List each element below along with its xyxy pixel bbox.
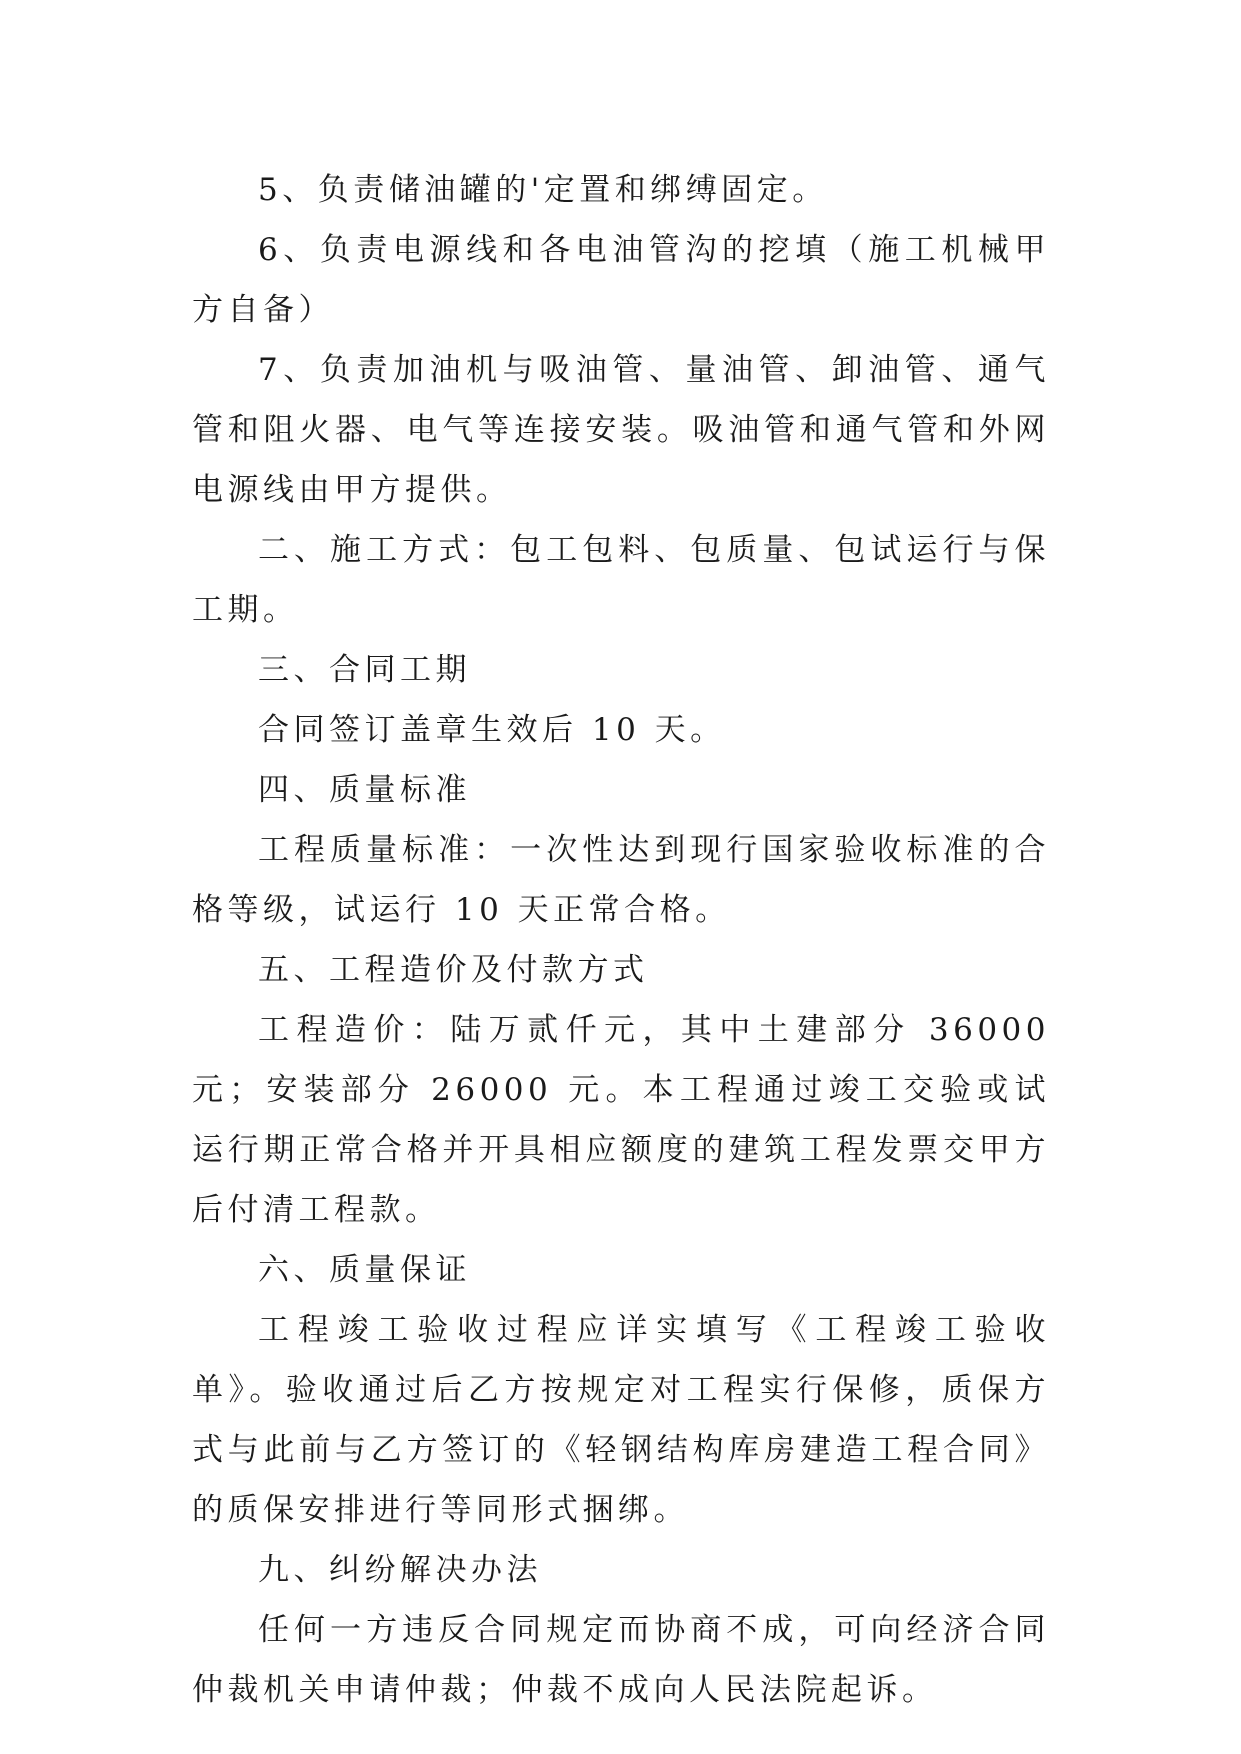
section-heading-quality-assurance: 六、质量保证 [258, 1252, 471, 1288]
section-heading-quality-standard: 四、质量标准 [258, 772, 471, 808]
paragraph-dispute-resolution: 任何一方违反合同规定而协商不成，可向经济合同仲裁机关申请仲裁；仲裁不成向人民法院起诉。 [192, 1612, 1050, 1708]
section-heading-cost-payment: 五、工程造价及付款方式 [258, 952, 649, 988]
document-body [192, 160, 1050, 1720]
section-heading-construction-method: 二、施工方式：包工包料、包质量、包试运行与保工期。 [192, 532, 1050, 628]
section-heading-contract-period: 三、合同工期 [258, 652, 471, 688]
paragraph-cost-payment: 工程造价：陆万贰仟元，其中土建部分 36000 元；安装部分 26000 元。本工程通过竣工交验或试运行期正常合格并开具相应额度的建筑工程发票交甲方后付清工程款。 [192, 1012, 1050, 1228]
paragraph-contract-period: 合同签订盖章生效后 10 天。 [258, 712, 726, 748]
paragraph-item-7: 7、负责加油机与吸油管、量油管、卸油管、通气管和阻火器、电气等连接安装。吸油管和通气管和外网电源线由甲方提供。 [192, 352, 1050, 508]
paragraph-quality-standard: 工程质量标准：一次性达到现行国家验收标准的合格等级，试运行 10 天正常合格。 [192, 832, 1050, 928]
paragraph-item-5: 5、负责储油罐的'定置和绑缚固定。 [258, 172, 828, 208]
paragraph-item-6: 6、负责电源线和各电油管沟的挖填（施工机械甲方自备） [192, 232, 1050, 328]
section-heading-dispute-resolution: 九、纠纷解决办法 [258, 1552, 542, 1588]
paragraph-quality-assurance: 工程竣工验收过程应详实填写《工程竣工验收单》。验收通过后乙方按规定对工程实行保修，质保方式与此前与乙方签订的《轻钢结构库房建造工程合同》的质保安排进行等同形式捆绑。 [192, 1312, 1050, 1528]
